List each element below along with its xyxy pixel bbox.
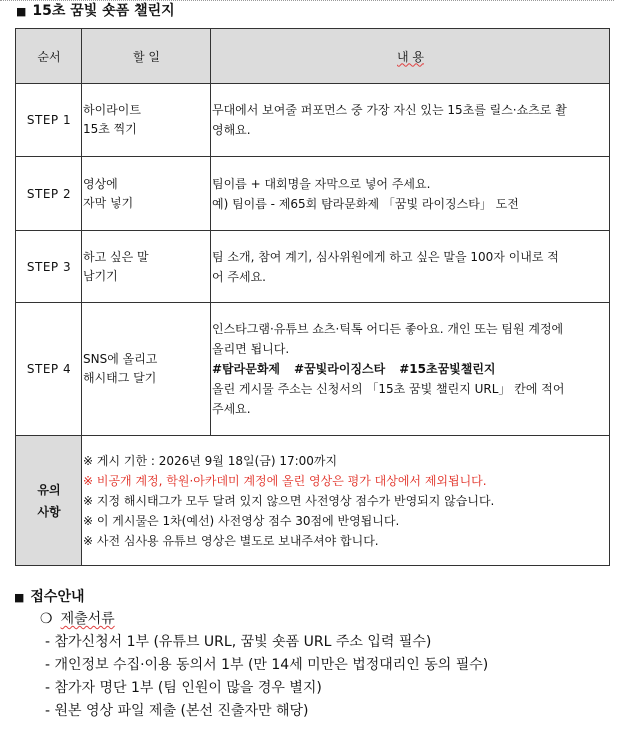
task-cell: 영상에 자막 넣기 xyxy=(82,157,211,231)
document-item: - 개인정보 수집·이용 동의서 1부 (만 14세 미만은 법정대리인 동의 필수) xyxy=(45,657,489,673)
challenge-table xyxy=(15,28,610,566)
document-item: - 참가신청서 1부 (유튜브 URL, 꿈빛 숏폼 URL 주소 입력 필수) xyxy=(45,634,432,650)
reception-section-heading xyxy=(14,588,85,607)
hashtag-line xyxy=(212,359,609,379)
square-bullet-icon: ■ xyxy=(14,591,25,604)
reception-list xyxy=(40,608,488,723)
content-cell: 팀이름 + 대회명을 자막으로 넣어 주세요. 예) 팀이름 - 제65회 탐라문화제 「꿈빛 라이징스타」 도전 xyxy=(211,157,610,231)
step-label: STEP 4 xyxy=(16,303,82,436)
documents-subheading: ❍ 제출서류 xyxy=(40,608,488,631)
challenge-section-heading xyxy=(16,2,175,21)
table-row xyxy=(16,157,610,231)
document-item: - 원본 영상 파일 제출 (본선 진출자만 해당) xyxy=(45,703,309,719)
header-content: 내 용 xyxy=(211,29,610,84)
table-row xyxy=(16,231,610,303)
circle-bullet-icon: ❍ xyxy=(40,611,53,627)
top-dotted-rule xyxy=(0,0,614,1)
challenge-title: 15초 꿈빛 숏폼 챌린지 xyxy=(32,3,175,19)
notice-label: 유의 사항 xyxy=(16,436,82,566)
table-row xyxy=(16,303,610,436)
notice-row xyxy=(16,436,610,566)
header-task: 할 일 xyxy=(82,29,211,84)
table-row xyxy=(16,84,610,157)
notice-content xyxy=(82,436,610,566)
notice-item: ※ 지정 해시태그가 모두 달려 있지 않으면 사전영상 점수가 반영되지 않습니다. xyxy=(83,493,495,508)
hashtag: #탐라문화제 xyxy=(212,362,281,376)
table-header-row xyxy=(16,29,610,84)
notice-item: ※ 이 게시물은 1차(예선) 사전영상 점수 30점에 반영됩니다. xyxy=(83,513,400,528)
content-cell: 무대에서 보여줄 퍼포먼스 중 가장 자신 있는 15초를 릴스·쇼츠로 촬 영해요. xyxy=(211,84,610,157)
step-label: STEP 2 xyxy=(16,157,82,231)
task-cell: 하고 싶은 말 남기기 xyxy=(82,231,211,303)
hashtag: #15초꿈빛챌린지 xyxy=(399,362,496,376)
task-cell: SNS에 올리고 해시태그 달기 xyxy=(82,303,211,436)
hashtag: #꿈빛라이징스타 xyxy=(294,362,386,376)
notice-item: ※ 비공개 계정, 학원·아카데미 계정에 올린 영상은 평가 대상에서 제외됩니다. xyxy=(83,473,487,488)
step-label: STEP 3 xyxy=(16,231,82,303)
step-label: STEP 1 xyxy=(16,84,82,157)
task-cell: 하이라이트 15초 찍기 xyxy=(82,84,211,157)
square-bullet-icon: ■ xyxy=(16,5,27,18)
content-cell: 인스타그램·유튜브 쇼츠·틱톡 어디든 좋아요. 개인 또는 팀원 계정에 올리면 됩니다. #탐라문화제 #꿈빛라이징스타 #15초꿈빛챌린지 올린 게시물 주소는 신청서의 「15초 꿈빛 챌린지 URL」 칸에 적어 주세요. xyxy=(211,303,610,436)
header-order: 순서 xyxy=(16,29,82,84)
notice-list xyxy=(83,451,609,551)
notice-item: ※ 사전 심사용 유튜브 영상은 별도로 보내주셔야 합니다. xyxy=(83,533,379,548)
document-item: - 참가자 명단 1부 (팀 인원이 많을 경우 별지) xyxy=(45,680,322,696)
content-cell: 팀 소개, 참여 계기, 심사위원에게 하고 싶은 말을 100자 이내로 적 어 주세요. xyxy=(211,231,610,303)
notice-item: ※ 게시 기한 : 2026년 9월 18일(금) 17:00까지 xyxy=(83,453,338,468)
reception-title: 접수안내 xyxy=(30,589,85,605)
